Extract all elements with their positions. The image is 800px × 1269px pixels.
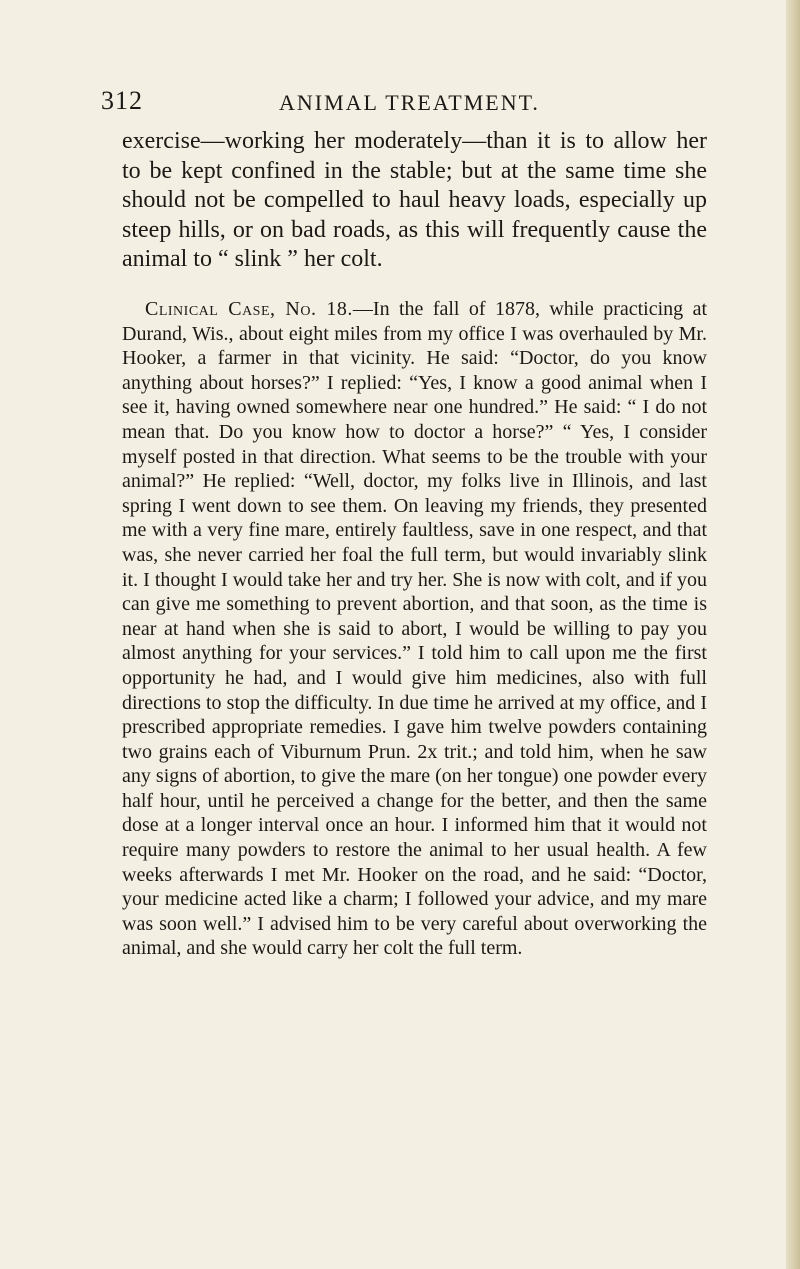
lead-paragraph: exercise—working her moderately—than it is to allow her to be kept confined in the stable; but at the same time she should not be compelled to haul heavy loads, especially up steep hills, or on bad roads, as this will frequently cause the animal to “ slink ” her colt. bbox=[122, 128, 707, 272]
clinical-case-paragraph bbox=[122, 297, 707, 961]
page-number: 312 bbox=[101, 86, 143, 115]
case-heading: Clinical Case, No. 18. bbox=[145, 298, 353, 320]
case-text: —In the fall of 1878, while practicing at Durand, Wis., about eight miles from my office I was overhauled by Mr. Hooker, a farmer in that vicinity. He said: “Doctor, do you know anything about horses?” I replied: “Yes, I know a good animal when I see it, having owned somewhere near one hundred.” He said: “ I do not mean that. Do you know how to doctor a horse?” “ Yes, I consider myself posted in that direction. What seems to be the trouble with your animal?” He replied: “Well, doctor, my folks live in Illinois, and last spring I went down to see them. On leaving my friends, they presented me with a very fine mare, entirely faultless, save in one respect, and that was, she never carried her foal the full term, but would invariably slink it. I thought I would take her and try her. She is now with colt, and if you can give me something to prevent abortion, and that soon, as the time is near at hand when she is said to abort, I would be willing to pay you almost anything for your services.” I told him to call upon me the first opportunity he had, and I would give him medicines, also with full directions to stop the difficulty. In due time he arrived at my office, and I prescribed appropriate remedies. I gave him twelve powders containing two grains each of Viburnum Prun. 2x trit.; and told him, when he saw any signs of abortion, to give the mare (on her tongue) one powder every half hour, until he perceived a change for the better, and then the same dose at a longer interval once an hour. I informed him that it would not require many powders to restore the animal to her usual health. A few weeks afterwards I met Mr. Hooker on the road, and he said: “Doctor, your medicine acted like a charm; I followed your advice, and my mare was soon well.” I advised him to be very careful about overworking the animal, and she would carry her colt the full term. bbox=[122, 298, 708, 960]
page-edge bbox=[786, 0, 800, 1269]
running-head: ANIMAL TREATMENT. bbox=[279, 90, 540, 115]
page-header bbox=[101, 86, 707, 116]
